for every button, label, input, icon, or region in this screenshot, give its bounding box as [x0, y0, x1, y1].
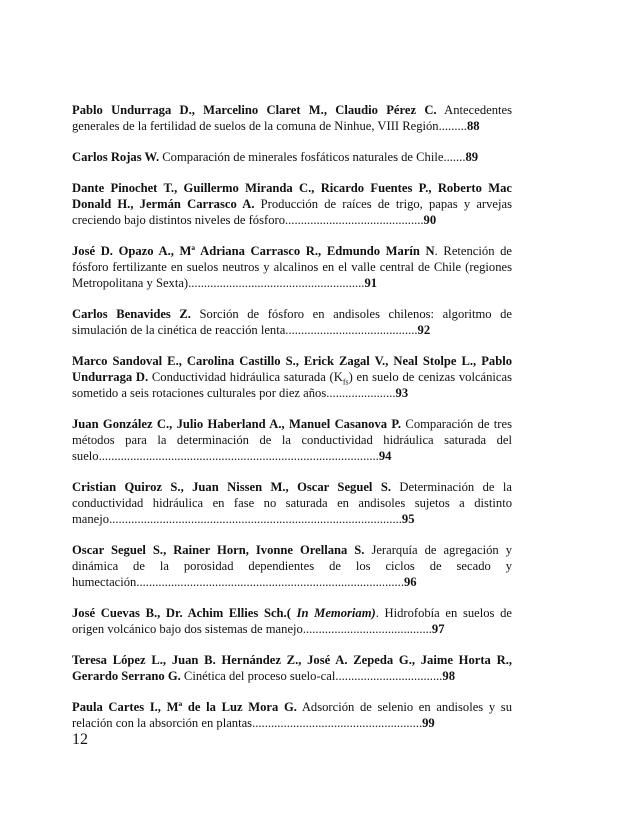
entry-authors: Paula Cartes I., Mª de la Luz Mora G. — [72, 699, 297, 714]
entry-page-number: 95 — [401, 511, 415, 526]
entry-page-number: 89 — [465, 149, 479, 164]
entry-page-number: 93 — [395, 385, 409, 400]
table-of-contents — [72, 89, 512, 746]
entry-authors: Dante Pinochet T., Guillermo Miranda C., Ricardo Fuentes P., Roberto Mac Donald H., Jermán Carrasco A. — [72, 180, 512, 211]
toc-entry — [72, 479, 512, 527]
toc-entry — [72, 605, 512, 637]
entry-page-number: 88 — [466, 118, 480, 133]
entry-leader: .......................................... — [285, 322, 418, 337]
entry-authors: Oscar Seguel S., Rainer Horn, Ivonne Orellana S. — [72, 542, 365, 557]
entry-page-number: 97 — [431, 621, 445, 636]
entry-page-number: 90 — [423, 212, 437, 227]
entry-authors: José D. Opazo A., Mª Adriana Carrasco R., Edmundo Marín N — [72, 243, 435, 258]
entry-leader: ........................................................ — [188, 275, 365, 290]
entry-title: Comparación de minerales fosfáticos naturales de Chile — [159, 149, 444, 164]
entry-page-number: 98 — [442, 668, 455, 683]
entry-page-number: 99 — [422, 715, 435, 730]
entry-authors: José Cuevas B., Dr. Achim Ellies Sch.( — [72, 605, 291, 620]
entry-leader: ............................................................................................. — [109, 511, 402, 526]
entry-title: . Hidrofobía en suelos de origen volcánico bajo dos sistemas de manejo — [72, 605, 512, 636]
entry-authors: Carlos Rojas W. — [72, 149, 160, 164]
entry-leader: ............................................ — [285, 212, 424, 227]
entry-title: Producción de raíces de trigo, papas y arvejas creciendo bajo distintos niveles de fósforo — [72, 196, 512, 227]
page-number: 12 — [72, 731, 88, 748]
entry-leader: ......................................................................................... — [98, 448, 379, 463]
entry-page-number: 92 — [417, 322, 431, 337]
entry-page-number: 91 — [364, 275, 378, 290]
entry-title: Antecedentes generales de la fertilidad de suelos de la comuna de Ninhue, VIII Región — [72, 102, 512, 133]
entry-leader: ......................................... — [302, 621, 432, 636]
entry-authors: Juan González C., Julio Haberland A., Manuel Casanova P. — [72, 416, 402, 431]
entry-title: Sorción de fósforo en andisoles chilenos: algoritmo de simulación de la cinética de reacción lenta — [72, 306, 513, 337]
entry-title: Cinética del proceso suelo-cal — [180, 668, 336, 683]
toc-entry — [72, 542, 512, 590]
toc-entry — [72, 306, 512, 338]
entry-leader: ...................................................... — [252, 715, 423, 730]
entry-leader: ....... — [443, 149, 466, 164]
entry-leader: ...................... — [326, 385, 396, 400]
entry-title: Conductividad hidráulica saturada (K — [148, 369, 343, 384]
entry-title-subscript: fs — [342, 377, 349, 387]
entry-page-number: 96 — [403, 574, 417, 589]
entry-title: Adsorción de selenio en andisoles y su relación con la absorción en plantas — [72, 699, 512, 730]
entry-page-number: 94 — [378, 448, 392, 463]
toc-entry — [72, 102, 512, 134]
entry-title: . Retención de fósforo fertilizante en suelos neutros y alcalinos en el valle central de Chile (regiones Metropolitana y Sexta) — [72, 243, 513, 290]
toc-entry — [72, 180, 512, 228]
entry-authors: Pablo Undurraga D., Marcelino Claret M., Claudio Pérez C. — [72, 102, 437, 117]
toc-entry — [72, 149, 512, 165]
toc-entry — [72, 652, 512, 684]
toc-entry — [72, 353, 512, 401]
entry-authors: Teresa López L., Juan B. Hernández Z., José A. Zepeda G., Jaime Horta R., Gerardo Serrano G. — [72, 652, 512, 683]
entry-title: Comparación de tres métodos para la determinación de la conductividad hidráulica saturada del suelo — [72, 416, 512, 463]
toc-entry — [72, 243, 512, 291]
entry-title-continued: ) en suelo de cenizas volcánicas sometido a seis rotaciones culturales por diez años — [72, 369, 513, 400]
entry-leader: .................................. — [335, 668, 443, 683]
entry-leader: ..................................................................................... — [136, 574, 404, 589]
toc-entry — [72, 416, 512, 464]
entry-title: Determinación de la conductividad hidráulica en fase no saturada en andisoles sujetos a distinto manejo — [72, 479, 512, 526]
entry-authors: Cristian Quiroz S., Juan Nissen M., Oscar Seguel S. — [72, 479, 391, 494]
entry-memoriam: In Memoriam) — [290, 605, 376, 620]
entry-leader: ......... — [438, 118, 467, 133]
entry-authors: Marco Sandoval E., Carolina Castillo S., Erick Zagal V., Neal Stolpe L., Pablo Undurraga D. — [72, 353, 512, 384]
toc-entry — [72, 699, 512, 731]
entry-title: Jerarquía de agregación y dinámica de la porosidad dependientes de los ciclos de secado y humectación — [72, 542, 512, 589]
entry-authors: Carlos Benavides Z. — [72, 306, 191, 321]
